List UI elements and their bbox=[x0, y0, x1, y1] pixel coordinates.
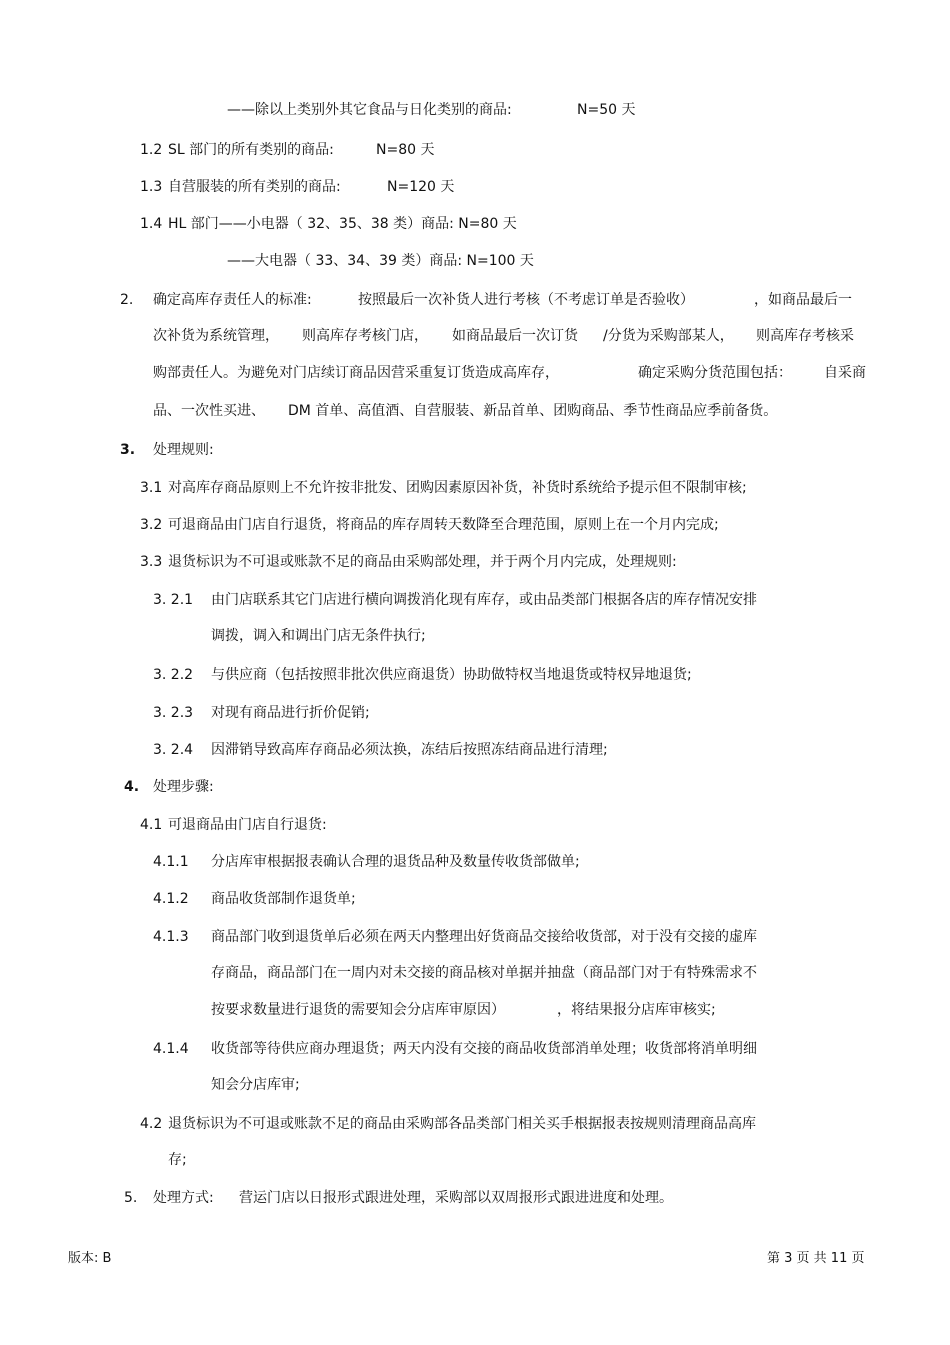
line-sl-dept: SL 部门的所有类别的商品: bbox=[168, 142, 334, 158]
list-item: 商品收货部制作退货单; bbox=[211, 891, 356, 907]
paragraph-text: 确定高库存责任人的标准: bbox=[153, 292, 312, 308]
paragraph-text: 自采商 bbox=[824, 365, 866, 381]
item-number: 4.2 bbox=[140, 1116, 163, 1132]
paragraph-text: /分货为采购部某人， bbox=[603, 328, 734, 344]
paragraph-text: 确定采购分货范围包括： bbox=[638, 365, 792, 381]
item-number: 4.1.4 bbox=[153, 1041, 189, 1057]
section-heading: 处理规则: bbox=[153, 442, 214, 458]
item-number: 3.1 bbox=[140, 480, 163, 496]
paragraph-text: 次补货为系统管理， bbox=[153, 328, 279, 344]
section-heading: 处理步骤: bbox=[153, 779, 214, 795]
paragraph-text: 购部责任人。为避免对门店续订商品因营采重复订货造成高库存， bbox=[153, 365, 559, 381]
item-number: 3. 2.2 bbox=[153, 667, 194, 683]
list-item: ，将结果报分店库审核实; bbox=[557, 1002, 716, 1018]
line-sl-dept-value: N=80 天 bbox=[376, 142, 435, 158]
line-apparel: 自营服装的所有类别的商品: bbox=[168, 179, 341, 195]
paragraph-text: 营运门店以日报形式跟进处理，采购部以双周报形式跟进进度和处理。 bbox=[239, 1190, 673, 1206]
paragraph-text: 品、一次性买进、 bbox=[153, 403, 265, 419]
list-item: 知会分店库审; bbox=[211, 1077, 300, 1093]
paragraph-text: DM 首单、高值酒、自营服装、新品首单、团购商品、季节性商品应季前备货。 bbox=[288, 403, 778, 419]
list-item: 商品部门收到退货单后必须在两天内整理出好货商品交接给收货部，对于没有交接的虚库 bbox=[211, 929, 757, 945]
paragraph-text: ，如商品最后一 bbox=[754, 292, 852, 308]
item-number: 1.4 bbox=[140, 216, 163, 232]
list-item: 存; bbox=[168, 1152, 187, 1168]
list-item: 可退商品由门店自行退货，将商品的库存周转天数降至合理范围，原则上在一个月内完成; bbox=[168, 517, 719, 533]
paragraph-text: 如商品最后一次订货 bbox=[452, 328, 578, 344]
line-apparel-value: N=120 天 bbox=[387, 179, 455, 195]
list-item: 收货部等待供应商办理退货；两天内没有交接的商品收货部消单处理；收货部将消单明细 bbox=[211, 1041, 757, 1057]
line-hl-small: HL 部门——小电器（ 32、35、38 类）商品: N=80 天 bbox=[168, 216, 517, 232]
line-hl-large: ——大电器（ 33、34、39 类）商品: N=100 天 bbox=[227, 253, 534, 269]
paragraph-text: 按照最后一次补货人进行考核（不考虑订单是否验收） bbox=[358, 292, 694, 308]
footer-version: 版本: B bbox=[68, 1251, 112, 1266]
item-number: 3. 2.4 bbox=[153, 742, 194, 758]
list-item: 对现有商品进行折价促销; bbox=[211, 705, 370, 721]
line-other-goods-value: N=50 天 bbox=[577, 102, 636, 118]
section-number: 2. bbox=[120, 292, 134, 308]
list-item: 分店库审根据报表确认合理的退货品种及数量传收货部做单; bbox=[211, 854, 580, 870]
item-number: 4.1.3 bbox=[153, 929, 189, 945]
list-item: 存商品，商品部门在一周内对未交接的商品核对单据并抽盘（商品部门对于有特殊需求不 bbox=[211, 965, 757, 981]
section-heading: 处理方式: bbox=[153, 1190, 214, 1206]
list-item: 可退商品由门店自行退货: bbox=[168, 817, 327, 833]
list-item: 由门店联系其它门店进行横向调拨消化现有库存，或由品类部门根据各店的库存情况安排 bbox=[211, 592, 757, 608]
list-item: 退货标识为不可退或账款不足的商品由采购部各品类部门相关买手根据报表按规则清理商品高库 bbox=[168, 1116, 756, 1132]
item-number: 3. 2.3 bbox=[153, 705, 194, 721]
list-item: 因滞销导致高库存商品必须汰换，冻结后按照冻结商品进行清理; bbox=[211, 742, 608, 758]
line-other-goods: ——除以上类别外其它食品与日化类别的商品: bbox=[227, 102, 512, 118]
footer-page-number: 第 3 页 共 11 页 bbox=[767, 1251, 865, 1266]
list-item: 按要求数量进行退货的需要知会分店库审原因） bbox=[211, 1002, 505, 1018]
item-number: 3. 2.1 bbox=[153, 592, 194, 608]
item-number: 4.1 bbox=[140, 817, 163, 833]
list-item: 对高库存商品原则上不允许按非批发、团购因素原因补货，补货时系统给予提示但不限制审核; bbox=[168, 480, 747, 496]
item-number: 1.2 bbox=[140, 142, 163, 158]
item-number: 3.3 bbox=[140, 554, 163, 570]
paragraph-text: 则高库存考核门店， bbox=[302, 328, 428, 344]
list-item: 调拨，调入和调出门店无条件执行; bbox=[211, 628, 426, 644]
list-item: 退货标识为不可退或账款不足的商品由采购部处理，并于两个月内完成，处理规则: bbox=[168, 554, 677, 570]
list-item: 与供应商（包括按照非批次供应商退货）协助做特权当地退货或特权异地退货; bbox=[211, 667, 692, 683]
section-number: 4. bbox=[124, 779, 140, 795]
section-number: 5. bbox=[124, 1190, 138, 1206]
paragraph-text: 则高库存考核采 bbox=[756, 328, 854, 344]
item-number: 1.3 bbox=[140, 179, 163, 195]
section-number: 3. bbox=[120, 442, 136, 458]
item-number: 4.1.1 bbox=[153, 854, 189, 870]
item-number: 4.1.2 bbox=[153, 891, 189, 907]
item-number: 3.2 bbox=[140, 517, 163, 533]
